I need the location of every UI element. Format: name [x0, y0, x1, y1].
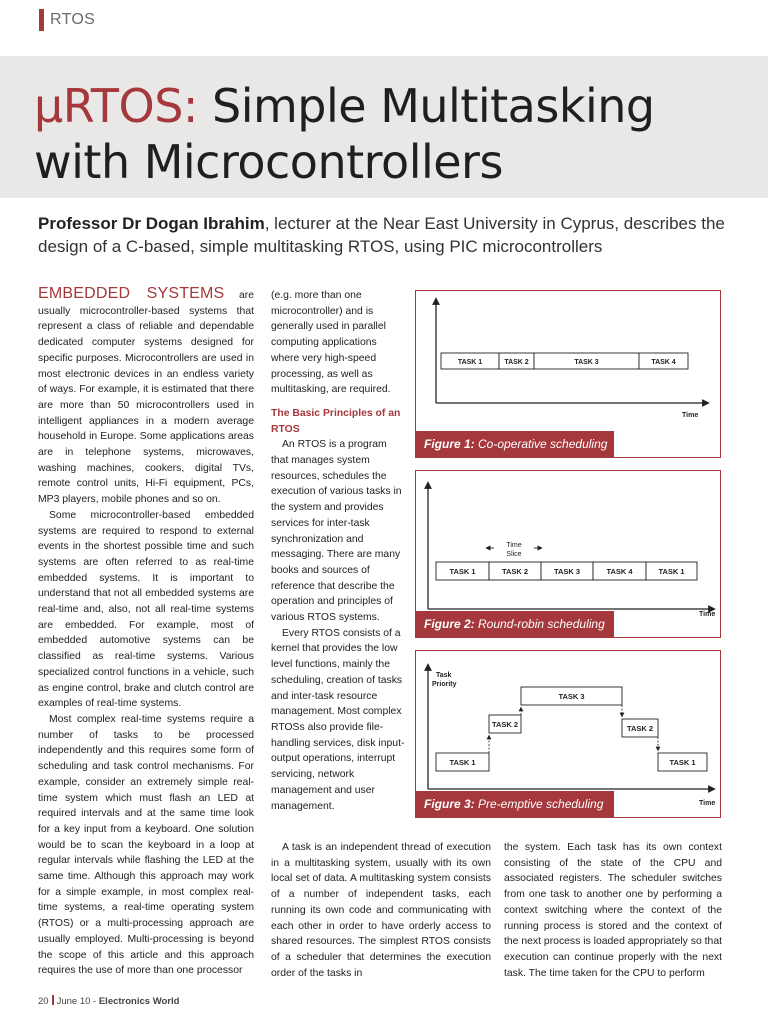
subheading: The Basic Principles of an RTOS: [271, 407, 401, 435]
task-label: TASK 2: [626, 724, 654, 733]
task-label: TASK 4: [651, 359, 676, 366]
task-label: TASK 1: [449, 567, 476, 576]
column-1: [38, 286, 254, 979]
task-label: TASK 2: [504, 359, 529, 366]
axis-label: Time: [699, 611, 716, 618]
column-2: [271, 288, 405, 814]
figure-caption: [416, 431, 614, 457]
figure-1-diagram: [416, 291, 719, 431]
caption-text: Co-operative scheduling: [474, 437, 608, 451]
task-label: TASK 1: [457, 359, 483, 366]
task-label: TASK 2: [491, 720, 519, 729]
issue-date: June 10 -: [56, 996, 97, 1007]
column-3: [504, 840, 722, 981]
paragraph: the system. Each task has its own context consisting of the state of the CPU and associated registers. The scheduler switches from one task to another one by performing a context switching where the context of the running process is stored and the context of the next process is loaded appropriately so that execution can continue properly with the next task. The time taken for the CPU to perform: [504, 842, 722, 979]
task-label: TASK 1: [658, 567, 685, 576]
standfirst: [38, 212, 738, 258]
axis-label: Time: [699, 800, 716, 807]
task-label: TASK 2: [501, 567, 529, 576]
figure-caption: [416, 791, 614, 817]
paragraph-text: are usually microcontroller-based systems that represent a class of reliable and dependable dedicated computer systems designed for specific purposes. Microcontrollers are used in most electronic devices in an endless variety of ways. For example, it is estimated that there are more than 50 microcontrollers used in intelligent appliances in a modern average household in Europe. Some applications areas are in telephone systems, microwaves, washing machines, cookers, digital TVs, remote control units, Hi-Fi equipment, PCs, MP3 players, mobile phones and so on.: [38, 290, 254, 506]
figure-3: [415, 650, 721, 818]
caption-number: Figure 3:: [424, 797, 475, 811]
axis-label: Priority: [432, 681, 457, 688]
axis-label: Task: [436, 672, 452, 679]
page-number: 20: [38, 996, 49, 1007]
task-label: TASK 3: [553, 567, 581, 576]
figure-2: [415, 470, 721, 638]
section-marker: [39, 9, 44, 31]
article-title: [34, 78, 764, 190]
paragraph: (e.g. more than one microcontroller) and is generally used in parallel computing applications where very high-speed processing, as well as multitasking, are required.: [271, 290, 391, 396]
task-label: TASK 1: [449, 758, 476, 767]
magazine-name: Electronics World: [98, 996, 180, 1007]
paragraph: Most complex real-time systems require a number of tasks to be processed independently and this requires some form of scheduling and task control mechanisms. For example, consider an extremely simple real-time system which must flash an LED at required intervals and at the same time look for a key input from a keyboard. One solution would be to scan the keyboard in a loop at regular intervals while flashing the LED at the same time. Although this approach may work for a simple example, in most complex real-time systems, a real-time operating system (RTOS) or a multi-processing approach are usually employed. Multi-processing is beyond the scope of this article and this approach requires the use of more than one processor: [38, 713, 254, 977]
time-slice-label: Slice: [506, 551, 522, 558]
figure-1: [415, 290, 721, 458]
paragraph: A task is an independent thread of execution in a multitasking system, usually with its own local set of data. A multitasking system consists of a number of independent tasks, each running its own code and communicating with each other in order to have orderly access to shared resources. The simplest RTOS consists of a scheduler that determines the execution order of the tasks in: [271, 842, 491, 979]
lead-in: EMBEDDED SYSTEMS: [38, 285, 225, 302]
paragraph: Every RTOS consists of a kernel that provides the low level functions, mainly the scheduling, creation of tasks and inter-task resource management. Most complex RTOSs also provide file-handling services, disk input-output operations, interrupt servicing, network management and user management.: [271, 627, 405, 812]
task-label: TASK 3: [574, 359, 599, 366]
time-slice-label: Time: [506, 542, 522, 549]
task-label: TASK 1: [669, 758, 696, 767]
section-tag: [39, 8, 95, 32]
task-label: TASK 3: [558, 692, 585, 701]
footer-separator: [52, 995, 54, 1005]
title-accent: µRTOS:: [34, 79, 198, 133]
paragraph: [38, 286, 254, 508]
task-label: TASK 4: [606, 567, 633, 576]
section-label: RTOS: [50, 11, 96, 28]
column-2-continued: [271, 840, 491, 981]
paragraph: Some microcontroller-based embedded systems are required to respond to external events in the shortest possible time and such systems are often referred to as real-time embedded systems. It is important to understand that not all embedded systems are real-time and, also, not all real-time systems are embedded. For example, most of embedded automotive systems can be classified as real-time systems. Various specialized control functions in a vehicle, such as engine control, brake and clutch control are examples of real-time systems.: [38, 509, 254, 710]
axis-label: Time: [682, 412, 699, 419]
paragraph: An RTOS is a program that manages system resources, schedules the execution of various tasks in the system and provides services for inter-task synchronization and messaging. There are many books and sources of reference that describe the operation and principles of various RTOS systems.: [271, 439, 402, 624]
caption-number: Figure 1:: [424, 437, 475, 451]
caption-text: Pre-emptive scheduling: [474, 797, 604, 811]
page-footer: [38, 995, 179, 1007]
figure-caption: [416, 611, 614, 637]
caption-number: Figure 2:: [424, 617, 475, 631]
figure-2-diagram: [416, 471, 719, 621]
standfirst-text: , lecturer at the Near East University in Cyprus, describes the design of a C-based, simple multitasking RTOS, using PIC microcontrollers: [38, 214, 725, 256]
caption-text: Round-robin scheduling: [474, 617, 605, 631]
title-rest: Simple Multitasking with Microcontrollers: [34, 79, 655, 189]
author-name: Professor Dr Dogan Ibrahim: [38, 214, 265, 233]
